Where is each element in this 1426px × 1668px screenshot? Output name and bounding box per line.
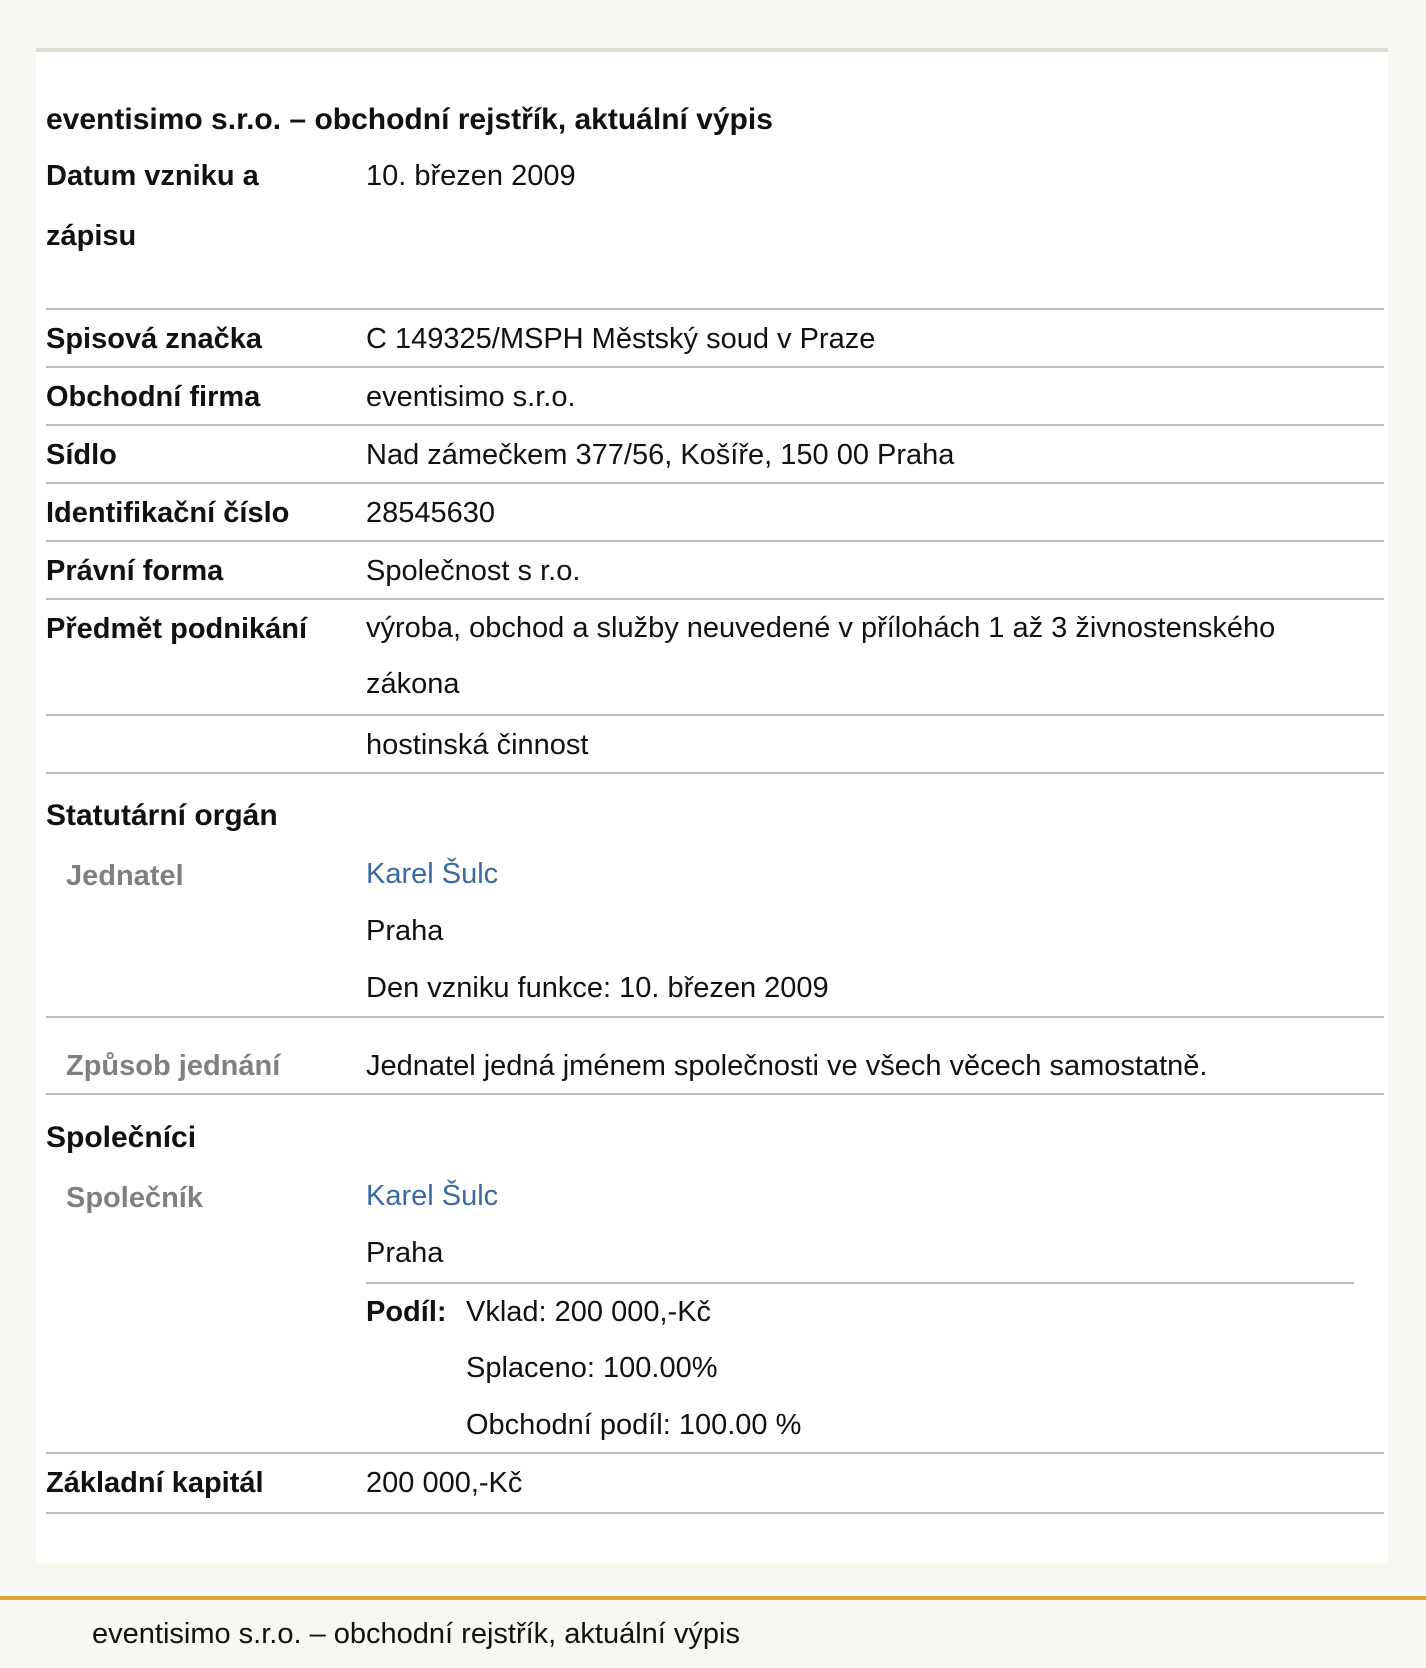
row-jednatel xyxy=(46,846,1384,1018)
row-datum-vzniku xyxy=(46,146,1384,310)
row-obchodni-firma xyxy=(46,368,1384,426)
podil-values xyxy=(466,1284,1346,1453)
value-predmet-podnikani: výroba, obchod a služby neuvedené v přílohách 1 až 3 živnostenského zákona xyxy=(366,612,1276,700)
label-obchodni-firma: Obchodní firma xyxy=(46,381,261,413)
row-spisova-znacka xyxy=(46,310,1384,368)
label-spisova-znacka: Spisová značka xyxy=(46,323,262,355)
jednatel-city: Praha xyxy=(366,915,444,947)
podil-vklad: Vklad: 200 000,-Kč xyxy=(466,1296,712,1328)
spolecnik-name-link[interactable]: Karel Šulc xyxy=(366,1180,499,1212)
podil-label: Podíl: xyxy=(366,1296,447,1328)
value-datum-vzniku: 10. březen 2009 xyxy=(366,160,576,192)
label-datum-vzniku: Datum vzniku a zápisu xyxy=(46,160,259,252)
spolecnik-city: Praha xyxy=(366,1237,444,1269)
label-predmet-podnikani: Předmět podnikání xyxy=(46,613,308,645)
label-sidlo: Sídlo xyxy=(46,439,117,471)
value-zpusob-jednani: Jednatel jedná jménem společnosti ve všech věcech samostatně. xyxy=(366,1050,1208,1082)
podil-splaceno: Splaceno: 100.00% xyxy=(466,1352,718,1384)
row-predmet-podnikani-2 xyxy=(46,716,1384,774)
value-sidlo: Nad zámečkem 377/56, Košíře, 150 00 Praha xyxy=(366,439,955,471)
row-zpusob-jednani xyxy=(46,1018,1384,1095)
row-sidlo xyxy=(46,426,1384,484)
podil-obchodni: Obchodní podíl: 100.00 % xyxy=(466,1409,802,1441)
jednatel-since: Den vzniku funkce: 10. březen 2009 xyxy=(366,972,829,1004)
label-spolecnik: Společník xyxy=(66,1182,203,1214)
section-spolecnici: Společníci xyxy=(46,1121,197,1154)
footer-title: eventisimo s.r.o. – obchodní rejstřík, aktuální výpis xyxy=(92,1618,740,1650)
value-obchodni-firma: eventisimo s.r.o. xyxy=(366,381,576,413)
row-spolecnik xyxy=(46,1168,1384,1454)
podil-box xyxy=(366,1282,1354,1454)
label-zakladni-kapital: Základní kapitál xyxy=(46,1467,264,1499)
label-pravni-forma: Právní forma xyxy=(46,555,224,587)
value-spolecnik xyxy=(366,1168,1376,1281)
label-identifikacni-cislo: Identifikační číslo xyxy=(46,497,290,529)
page-footer xyxy=(0,1596,1426,1668)
label-zpusob-jednani: Způsob jednání xyxy=(66,1050,281,1082)
value-jednatel xyxy=(366,846,1376,1017)
row-identifikacni-cislo xyxy=(46,484,1384,542)
register-card xyxy=(36,48,1388,1562)
section-statutarni-organ: Statutární orgán xyxy=(46,799,278,832)
row-zakladni-kapital xyxy=(46,1454,1384,1514)
label-jednatel: Jednatel xyxy=(66,860,184,892)
value-spisova-znacka: C 149325/MSPH Městský soud v Praze xyxy=(366,323,876,355)
row-pravni-forma xyxy=(46,542,1384,600)
value-zakladni-kapital: 200 000,-Kč xyxy=(366,1467,523,1499)
page-title: eventisimo s.r.o. – obchodní rejstřík, aktuální výpis xyxy=(46,103,773,136)
value-pravni-forma: Společnost s r.o. xyxy=(366,555,581,587)
value-predmet-podnikani-2: hostinská činnost xyxy=(366,729,589,761)
value-identifikacni-cislo: 28545630 xyxy=(366,497,496,529)
row-predmet-podnikani xyxy=(46,600,1384,716)
jednatel-name-link[interactable]: Karel Šulc xyxy=(366,858,499,890)
